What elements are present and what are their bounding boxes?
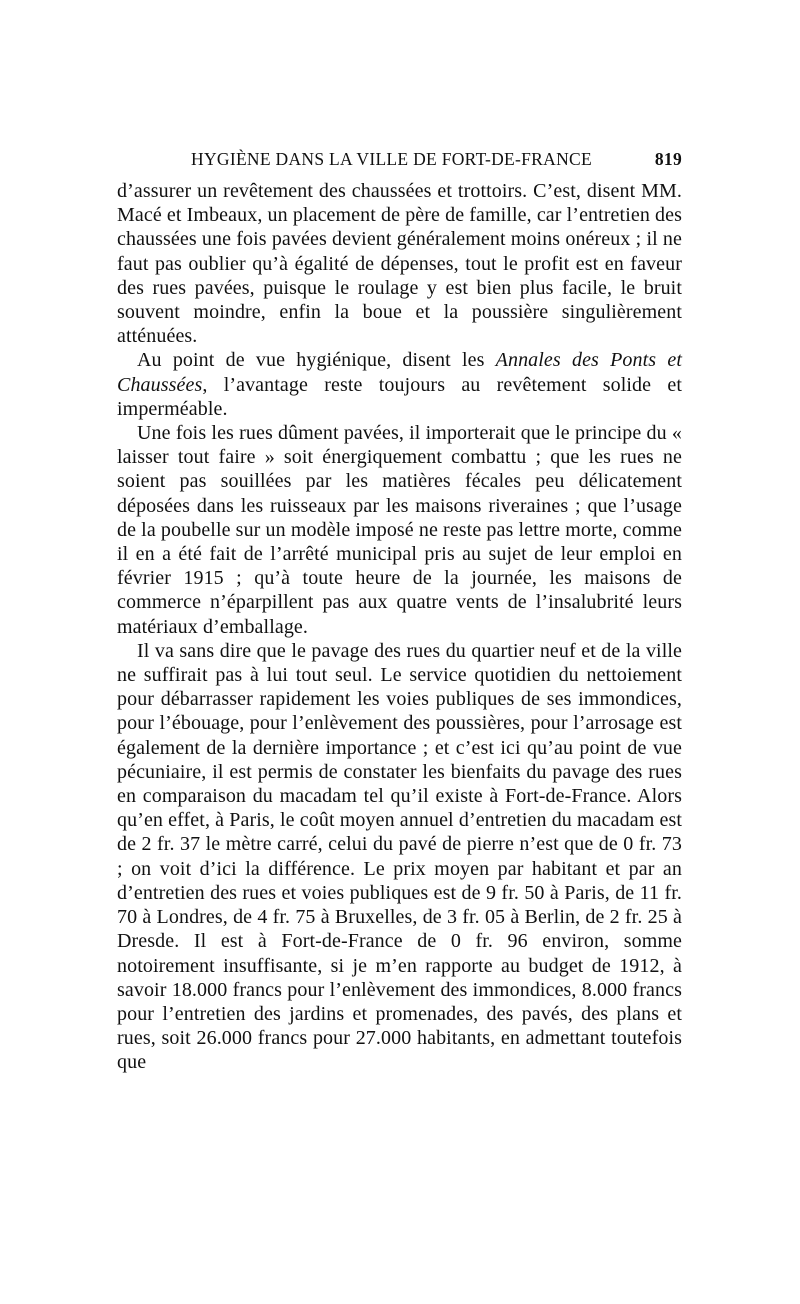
- body-text: [117, 179, 682, 1075]
- paragraph-continued: d’assurer un revêtement des chaussées et trottoirs. C’est, disent MM. Macé et Imbeaux, un placement de père de famille, car l’entretien des chaussées une fois pavées devient généralement moins onéreux ; il ne faut pas oublier qu’à égalité de dépenses, tout le profit est en faveur des rues pavées, puisque le roulage y est bien plus facile, le bruit souvent moindre, enfin la boue et la poussière singulièrement atténuées.: [117, 180, 682, 348]
- paragraph-rues: Une fois les rues dûment pavées, il importerait que le principe du « laisser tout faire » soit énergiquement combattu ; que les rues ne soient pas souillées par les matières fécales peu délicatement déposées dans les ruisseaux par les maisons riveraines ; que l’usage de la poubelle sur un modèle imposé ne reste pas lettre morte, comme il en a été fait de l’arrêté municipal pris au sujet de leur emploi en février 1915 ; qu’à toute heure de la journée, les maisons de commerce n’éparpillent pas aux quatre vents de l’insalubrité leurs matériaux d’emballage.: [117, 422, 682, 638]
- paragraph-annales-after: , l’avantage reste toujours au revêtement solide et imperméable.: [117, 373, 682, 420]
- paragraph-pavage: Il va sans dire que le pavage des rues du quartier neuf et de la ville ne suffirait pas à lui tout seul. Le service quotidien du nettoiement pour débarrasser rapidement les voies publiques de ses immondices, pour l’ébouage, pour l’enlèvement des poussières, pour l’arrosage est également de la dernière importance ; et c’est ici qu’au point de vue pécuniaire, il est permis de constater les bienfaits du pavage des rues en comparaison du macadam tel qu’il existe à Fort-de-France. Alors qu’en effet, à Paris, le coût moyen annuel d’entretien du macadam est de 2 fr. 37 le mètre carré, celui du pavé de pierre n’est que de 0 fr. 73 ; on voit d’ici la différence. Le prix moyen par habitant et par an d’entretien des rues et voies publiques est de 9 fr. 50 à Paris, de 11 fr. 70 à Londres, de 4 fr. 75 à Bruxelles, de 3 fr. 05 à Berlin, de 2 fr. 25 à Dresde. Il est à Fort-de-France de 0 fr. 96 environ, somme notoirement insuffisante, si je m’en rapporte au budget de 1912, à savoir 18.000 francs pour l’enlèvement des immondices, 8.000 francs pour l’entretien des jardins et promenades, des pavés, des plans et rues, soit 26.000 francs pour 27.000 habitants, en admettant toutefois que: [117, 639, 682, 1074]
- annales-title: Annales des Ponts et Chaussées: [117, 349, 682, 396]
- page-number: 819: [654, 149, 682, 169]
- paragraph-annales-before: Au point de vue hygiénique, disent les: [137, 349, 496, 372]
- running-title: HYGIÈNE DANS LA VILLE DE FORT-DE-FRANCE: [191, 149, 592, 169]
- running-header: [117, 149, 682, 173]
- paragraph-annales: [117, 348, 682, 421]
